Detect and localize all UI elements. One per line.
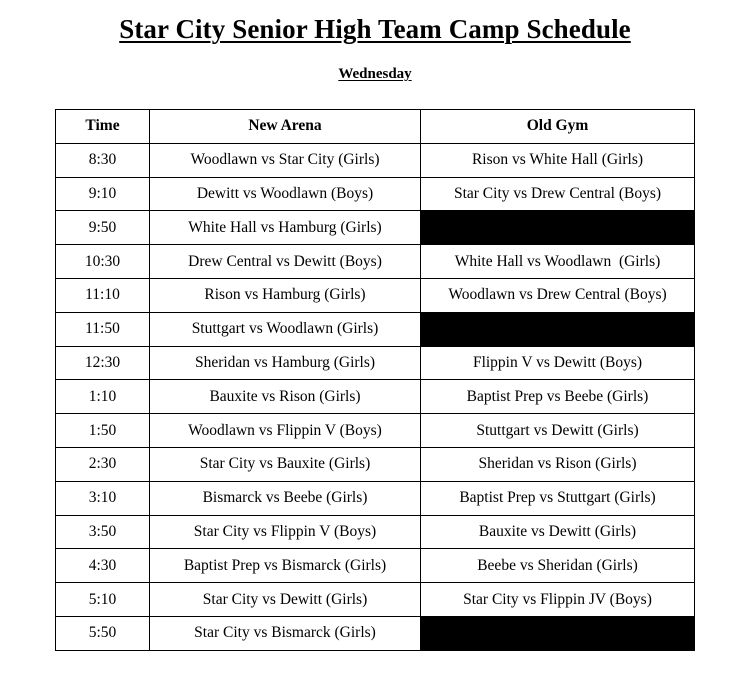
time-cell: 2:30 bbox=[56, 447, 150, 481]
new-arena-game-cell: Dewitt vs Woodlawn (Boys) bbox=[150, 177, 421, 211]
table-row bbox=[56, 380, 695, 414]
new-arena-game-cell: Woodlawn vs Star City (Girls) bbox=[150, 143, 421, 177]
table-row bbox=[56, 278, 695, 312]
old-gym-game-cell: Beebe vs Sheridan (Girls) bbox=[421, 549, 695, 583]
new-arena-game-cell: Bismarck vs Beebe (Girls) bbox=[150, 481, 421, 515]
document-title: Star City Senior High Team Camp Schedule bbox=[119, 14, 631, 44]
table-row bbox=[56, 549, 695, 583]
table-row bbox=[56, 346, 695, 380]
time-cell: 4:30 bbox=[56, 549, 150, 583]
time-cell: 11:50 bbox=[56, 312, 150, 346]
new-arena-game-cell: Star City vs Flippin V (Boys) bbox=[150, 515, 421, 549]
table-row bbox=[56, 481, 695, 515]
table-row bbox=[56, 143, 695, 177]
new-arena-game-cell: White Hall vs Hamburg (Girls) bbox=[150, 211, 421, 245]
old-gym-game-cell: Bauxite vs Dewitt (Girls) bbox=[421, 515, 695, 549]
time-cell: 3:10 bbox=[56, 481, 150, 515]
table-row bbox=[56, 515, 695, 549]
time-column-header: Time bbox=[56, 110, 150, 144]
new-arena-game-cell: Sheridan vs Hamburg (Girls) bbox=[150, 346, 421, 380]
old-gym-game-cell: Stuttgart vs Dewitt (Girls) bbox=[421, 414, 695, 448]
new-arena-game-cell: Stuttgart vs Woodlawn (Girls) bbox=[150, 312, 421, 346]
table-row bbox=[56, 312, 695, 346]
new-arena-game-cell: Woodlawn vs Flippin V (Boys) bbox=[150, 414, 421, 448]
time-cell: 9:10 bbox=[56, 177, 150, 211]
table-row bbox=[56, 414, 695, 448]
table-row bbox=[56, 583, 695, 617]
new-arena-game-cell: Star City vs Bauxite (Girls) bbox=[150, 447, 421, 481]
time-cell: 12:30 bbox=[56, 346, 150, 380]
empty-slot-cell bbox=[421, 312, 695, 346]
new-arena-game-cell: Star City vs Dewitt (Girls) bbox=[150, 583, 421, 617]
old-gym-game-cell: Baptist Prep vs Beebe (Girls) bbox=[421, 380, 695, 414]
table-row bbox=[56, 245, 695, 279]
time-cell: 9:50 bbox=[56, 211, 150, 245]
empty-slot-cell bbox=[421, 616, 695, 650]
time-cell: 1:10 bbox=[56, 380, 150, 414]
old-gym-game-cell: Baptist Prep vs Stuttgart (Girls) bbox=[421, 481, 695, 515]
table-row bbox=[56, 616, 695, 650]
new-arena-game-cell: Baptist Prep vs Bismarck (Girls) bbox=[150, 549, 421, 583]
old-gym-game-cell: Flippin V vs Dewitt (Boys) bbox=[421, 346, 695, 380]
time-cell: 11:10 bbox=[56, 278, 150, 312]
new-arena-game-cell: Drew Central vs Dewitt (Boys) bbox=[150, 245, 421, 279]
table-row bbox=[56, 211, 695, 245]
old-gym-game-cell: White Hall vs Woodlawn (Girls) bbox=[421, 245, 695, 279]
new-arena-game-cell: Bauxite vs Rison (Girls) bbox=[150, 380, 421, 414]
old-gym-game-cell: Star City vs Flippin JV (Boys) bbox=[421, 583, 695, 617]
table-row bbox=[56, 447, 695, 481]
new-arena-game-cell: Rison vs Hamburg (Girls) bbox=[150, 278, 421, 312]
header-row bbox=[56, 110, 695, 144]
empty-slot-cell bbox=[421, 211, 695, 245]
table-row bbox=[56, 177, 695, 211]
time-cell: 8:30 bbox=[56, 143, 150, 177]
time-cell: 1:50 bbox=[56, 414, 150, 448]
time-cell: 3:50 bbox=[56, 515, 150, 549]
old-gym-game-cell: Star City vs Drew Central (Boys) bbox=[421, 177, 695, 211]
time-cell: 5:10 bbox=[56, 583, 150, 617]
new-arena-column-header: New Arena bbox=[150, 110, 421, 144]
new-arena-game-cell: Star City vs Bismarck (Girls) bbox=[150, 616, 421, 650]
day-heading: Wednesday bbox=[338, 66, 412, 82]
schedule-table bbox=[55, 109, 695, 651]
old-gym-game-cell: Rison vs White Hall (Girls) bbox=[421, 143, 695, 177]
time-cell: 5:50 bbox=[56, 616, 150, 650]
old-gym-game-cell: Sheridan vs Rison (Girls) bbox=[421, 447, 695, 481]
schedule-body bbox=[56, 143, 695, 650]
old-gym-game-cell: Woodlawn vs Drew Central (Boys) bbox=[421, 278, 695, 312]
time-cell: 10:30 bbox=[56, 245, 150, 279]
old-gym-column-header: Old Gym bbox=[421, 110, 695, 144]
